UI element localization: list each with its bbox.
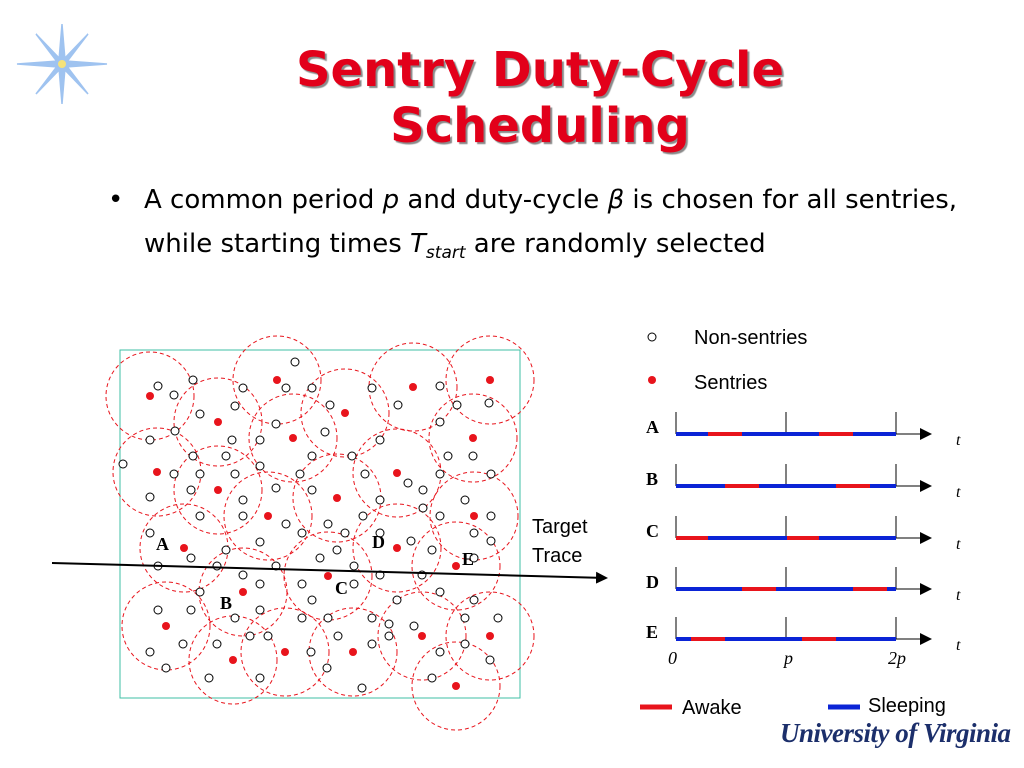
target-trace-label-2: Trace — [532, 545, 583, 567]
non-sentry-node — [359, 512, 367, 520]
non-sentry-node — [272, 420, 280, 428]
sentry-node — [486, 632, 494, 640]
non-sentry-node — [196, 410, 204, 418]
timeline-row-e — [646, 617, 961, 654]
sentry-node — [452, 562, 460, 570]
non-sentry-node — [256, 674, 264, 682]
non-sentry-node — [222, 452, 230, 460]
timeline-row-c — [646, 516, 961, 553]
sentry-legend-icon — [648, 376, 656, 384]
non-sentry-node — [334, 632, 342, 640]
non-sentry-node — [189, 452, 197, 460]
non-sentry-node — [436, 418, 444, 426]
node-legend — [648, 327, 807, 394]
non-sentry-node — [368, 384, 376, 392]
non-sentry-node — [296, 470, 304, 478]
non-sentry-node — [291, 358, 299, 366]
sentry-node — [273, 376, 281, 384]
non-sentry-node — [453, 401, 461, 409]
node-label-c: C — [335, 578, 348, 598]
non-sentry-node — [205, 674, 213, 682]
non-sentry-node — [239, 496, 247, 504]
non-sentry-node — [256, 436, 264, 444]
duty-cycle-timelines — [646, 412, 961, 654]
timeline-row-a — [646, 412, 961, 449]
non-sentry-node — [187, 606, 195, 614]
sentry-node — [333, 494, 341, 502]
non-sentry-node — [341, 529, 349, 537]
non-sentry-node — [179, 640, 187, 648]
x-tick-p: p — [784, 648, 793, 668]
non-sentry-node — [469, 452, 477, 460]
non-sentry-node — [170, 470, 178, 478]
sentry-node — [214, 486, 222, 494]
non-sentry-node — [436, 588, 444, 596]
non-sentry-node — [231, 614, 239, 622]
time-label-t: t — [956, 484, 961, 501]
non-sentry-node — [385, 620, 393, 628]
non-sentry-node — [361, 470, 369, 478]
university-logo: University of Virginia — [780, 718, 1011, 748]
target-trace-label-1: Target — [532, 516, 588, 538]
non-sentry-node — [393, 596, 401, 604]
non-sentry-node — [239, 384, 247, 392]
non-sentry-node — [154, 606, 162, 614]
non-sentry-node — [436, 470, 444, 478]
non-sentry-node — [350, 562, 358, 570]
non-sentry-node — [272, 484, 280, 492]
non-sentry-node — [298, 614, 306, 622]
non-sentry-node — [428, 546, 436, 554]
non-sentry-node — [213, 562, 221, 570]
non-sentry-node — [187, 486, 195, 494]
timeline-row-label: B — [646, 469, 659, 489]
sentry-node — [418, 632, 426, 640]
non-sentry-node — [196, 470, 204, 478]
non-sentry-node — [231, 402, 239, 410]
non-sentry-node — [436, 512, 444, 520]
non-sentry-node — [196, 588, 204, 596]
non-sentry-node — [444, 452, 452, 460]
time-label-t: t — [956, 587, 961, 604]
non-sentry-node — [189, 376, 197, 384]
sentry-node — [324, 572, 332, 580]
title-line-1: Sentry Duty-Cycle — [295, 42, 785, 98]
non-sentry-node — [333, 546, 341, 554]
bullet-text: A common period p and duty-cycle β is chosen for all sentries, while starting times $T_{start}$ are randomly selected — [144, 185, 958, 264]
non-sentry-node — [376, 496, 384, 504]
non-sentry-node — [308, 486, 316, 494]
non-sentry-node — [324, 614, 332, 622]
x-tick-2p: 2p — [888, 648, 906, 668]
timeline-row-label: D — [646, 572, 659, 592]
non-sentry-legend-icon — [648, 333, 656, 341]
non-sentry-node — [308, 384, 316, 392]
non-sentry-node — [410, 622, 418, 630]
non-sentry-node — [487, 537, 495, 545]
non-sentry-node — [171, 427, 179, 435]
sentry-node — [393, 544, 401, 552]
sentry-node — [162, 622, 170, 630]
non-sentry-node — [321, 428, 329, 436]
non-sentry-node — [368, 614, 376, 622]
non-sentry-node — [298, 529, 306, 537]
time-label-t: t — [956, 432, 961, 449]
non-sentry-node — [187, 554, 195, 562]
non-sentry-node — [470, 529, 478, 537]
non-sentry-node — [407, 537, 415, 545]
non-sentry-node — [404, 479, 412, 487]
non-sentry-node — [324, 520, 332, 528]
non-sentry-node — [298, 580, 306, 588]
non-sentry-node — [239, 571, 247, 579]
non-sentry-node — [146, 648, 154, 656]
sentry-node — [341, 409, 349, 417]
sentry-node — [229, 656, 237, 664]
sensor-field — [52, 336, 606, 730]
timeline-row-b — [646, 464, 961, 501]
non-sentry-node — [308, 596, 316, 604]
timeline-row-label: A — [646, 417, 659, 437]
node-label-d: D — [372, 532, 385, 552]
non-sentry-node — [282, 384, 290, 392]
non-sentry-node — [461, 496, 469, 504]
time-label-t: t — [956, 536, 961, 553]
node-label-b: B — [220, 593, 233, 613]
non-sentry-node — [486, 656, 494, 664]
sentry-node — [214, 418, 222, 426]
sentry-node — [486, 376, 494, 384]
legend-non-sentries: Non-sentries — [694, 327, 808, 349]
non-sentry-node — [282, 520, 290, 528]
non-sentry-node — [222, 546, 230, 554]
sentry-node — [239, 588, 247, 596]
non-sentry-node — [196, 512, 204, 520]
sentry-node — [393, 469, 401, 477]
non-sentry-node — [358, 684, 366, 692]
non-sentry-node — [348, 452, 356, 460]
non-sentry-node — [256, 462, 264, 470]
non-sentry-node — [385, 632, 393, 640]
non-sentry-node — [264, 632, 272, 640]
sentry-node — [281, 648, 289, 656]
non-sentry-node — [256, 580, 264, 588]
title-line-2: Scheduling — [390, 98, 690, 154]
non-sentry-node — [239, 512, 247, 520]
non-sentry-node — [428, 674, 436, 682]
non-sentry-node — [323, 664, 331, 672]
non-sentry-node — [436, 648, 444, 656]
sentry-node — [180, 544, 188, 552]
non-sentry-node — [350, 580, 358, 588]
node-label-e: E — [462, 549, 475, 569]
sentry-node — [349, 648, 357, 656]
non-sentry-node — [308, 452, 316, 460]
non-sentry-node — [461, 614, 469, 622]
non-sentry-node — [316, 554, 324, 562]
non-sentry-node — [146, 493, 154, 501]
sentry-node — [264, 512, 272, 520]
non-sentry-node — [146, 436, 154, 444]
sentry-node — [452, 682, 460, 690]
non-sentry-node — [485, 399, 493, 407]
non-sentry-node — [487, 470, 495, 478]
non-sentry-node — [162, 664, 170, 672]
legend-awake: Awake — [682, 697, 742, 719]
sentry-node — [470, 512, 478, 520]
non-sentry-node — [213, 640, 221, 648]
timeline-row-d — [646, 567, 961, 604]
timeline-row-label: E — [646, 622, 659, 642]
non-sentry-node — [256, 538, 264, 546]
non-sentry-node — [228, 436, 236, 444]
timeline-row-label: C — [646, 521, 659, 541]
non-sentry-node — [154, 382, 162, 390]
non-sentry-node — [394, 401, 402, 409]
node-label-a: A — [156, 534, 169, 554]
bullet-dot-icon: • — [108, 185, 124, 215]
non-sentry-node — [487, 512, 495, 520]
sentry-node — [289, 434, 297, 442]
legend-sentries: Sentries — [694, 372, 768, 394]
non-sentry-node — [170, 391, 178, 399]
starburst-icon — [17, 24, 107, 104]
non-sentry-node — [368, 640, 376, 648]
legend-sleeping: Sleeping — [868, 695, 946, 717]
x-tick-0: 0 — [668, 648, 677, 668]
non-sentry-node — [231, 470, 239, 478]
sentry-node — [469, 434, 477, 442]
non-sentry-node — [256, 606, 264, 614]
sentry-node — [153, 468, 161, 476]
non-sentry-node — [419, 504, 427, 512]
sentry-node — [146, 392, 154, 400]
non-sentry-node — [494, 614, 502, 622]
non-sentry-node — [246, 632, 254, 640]
time-label-t: t — [956, 637, 961, 654]
non-sentry-node — [461, 640, 469, 648]
non-sentry-node — [436, 382, 444, 390]
non-sentry-node — [307, 648, 315, 656]
non-sentry-node — [376, 436, 384, 444]
non-sentry-node — [146, 529, 154, 537]
non-sentry-node — [326, 401, 334, 409]
non-sentry-node — [470, 596, 478, 604]
non-sentry-node — [419, 486, 427, 494]
sentry-node — [409, 383, 417, 391]
non-sentry-node — [119, 460, 127, 468]
state-legend — [640, 695, 946, 719]
